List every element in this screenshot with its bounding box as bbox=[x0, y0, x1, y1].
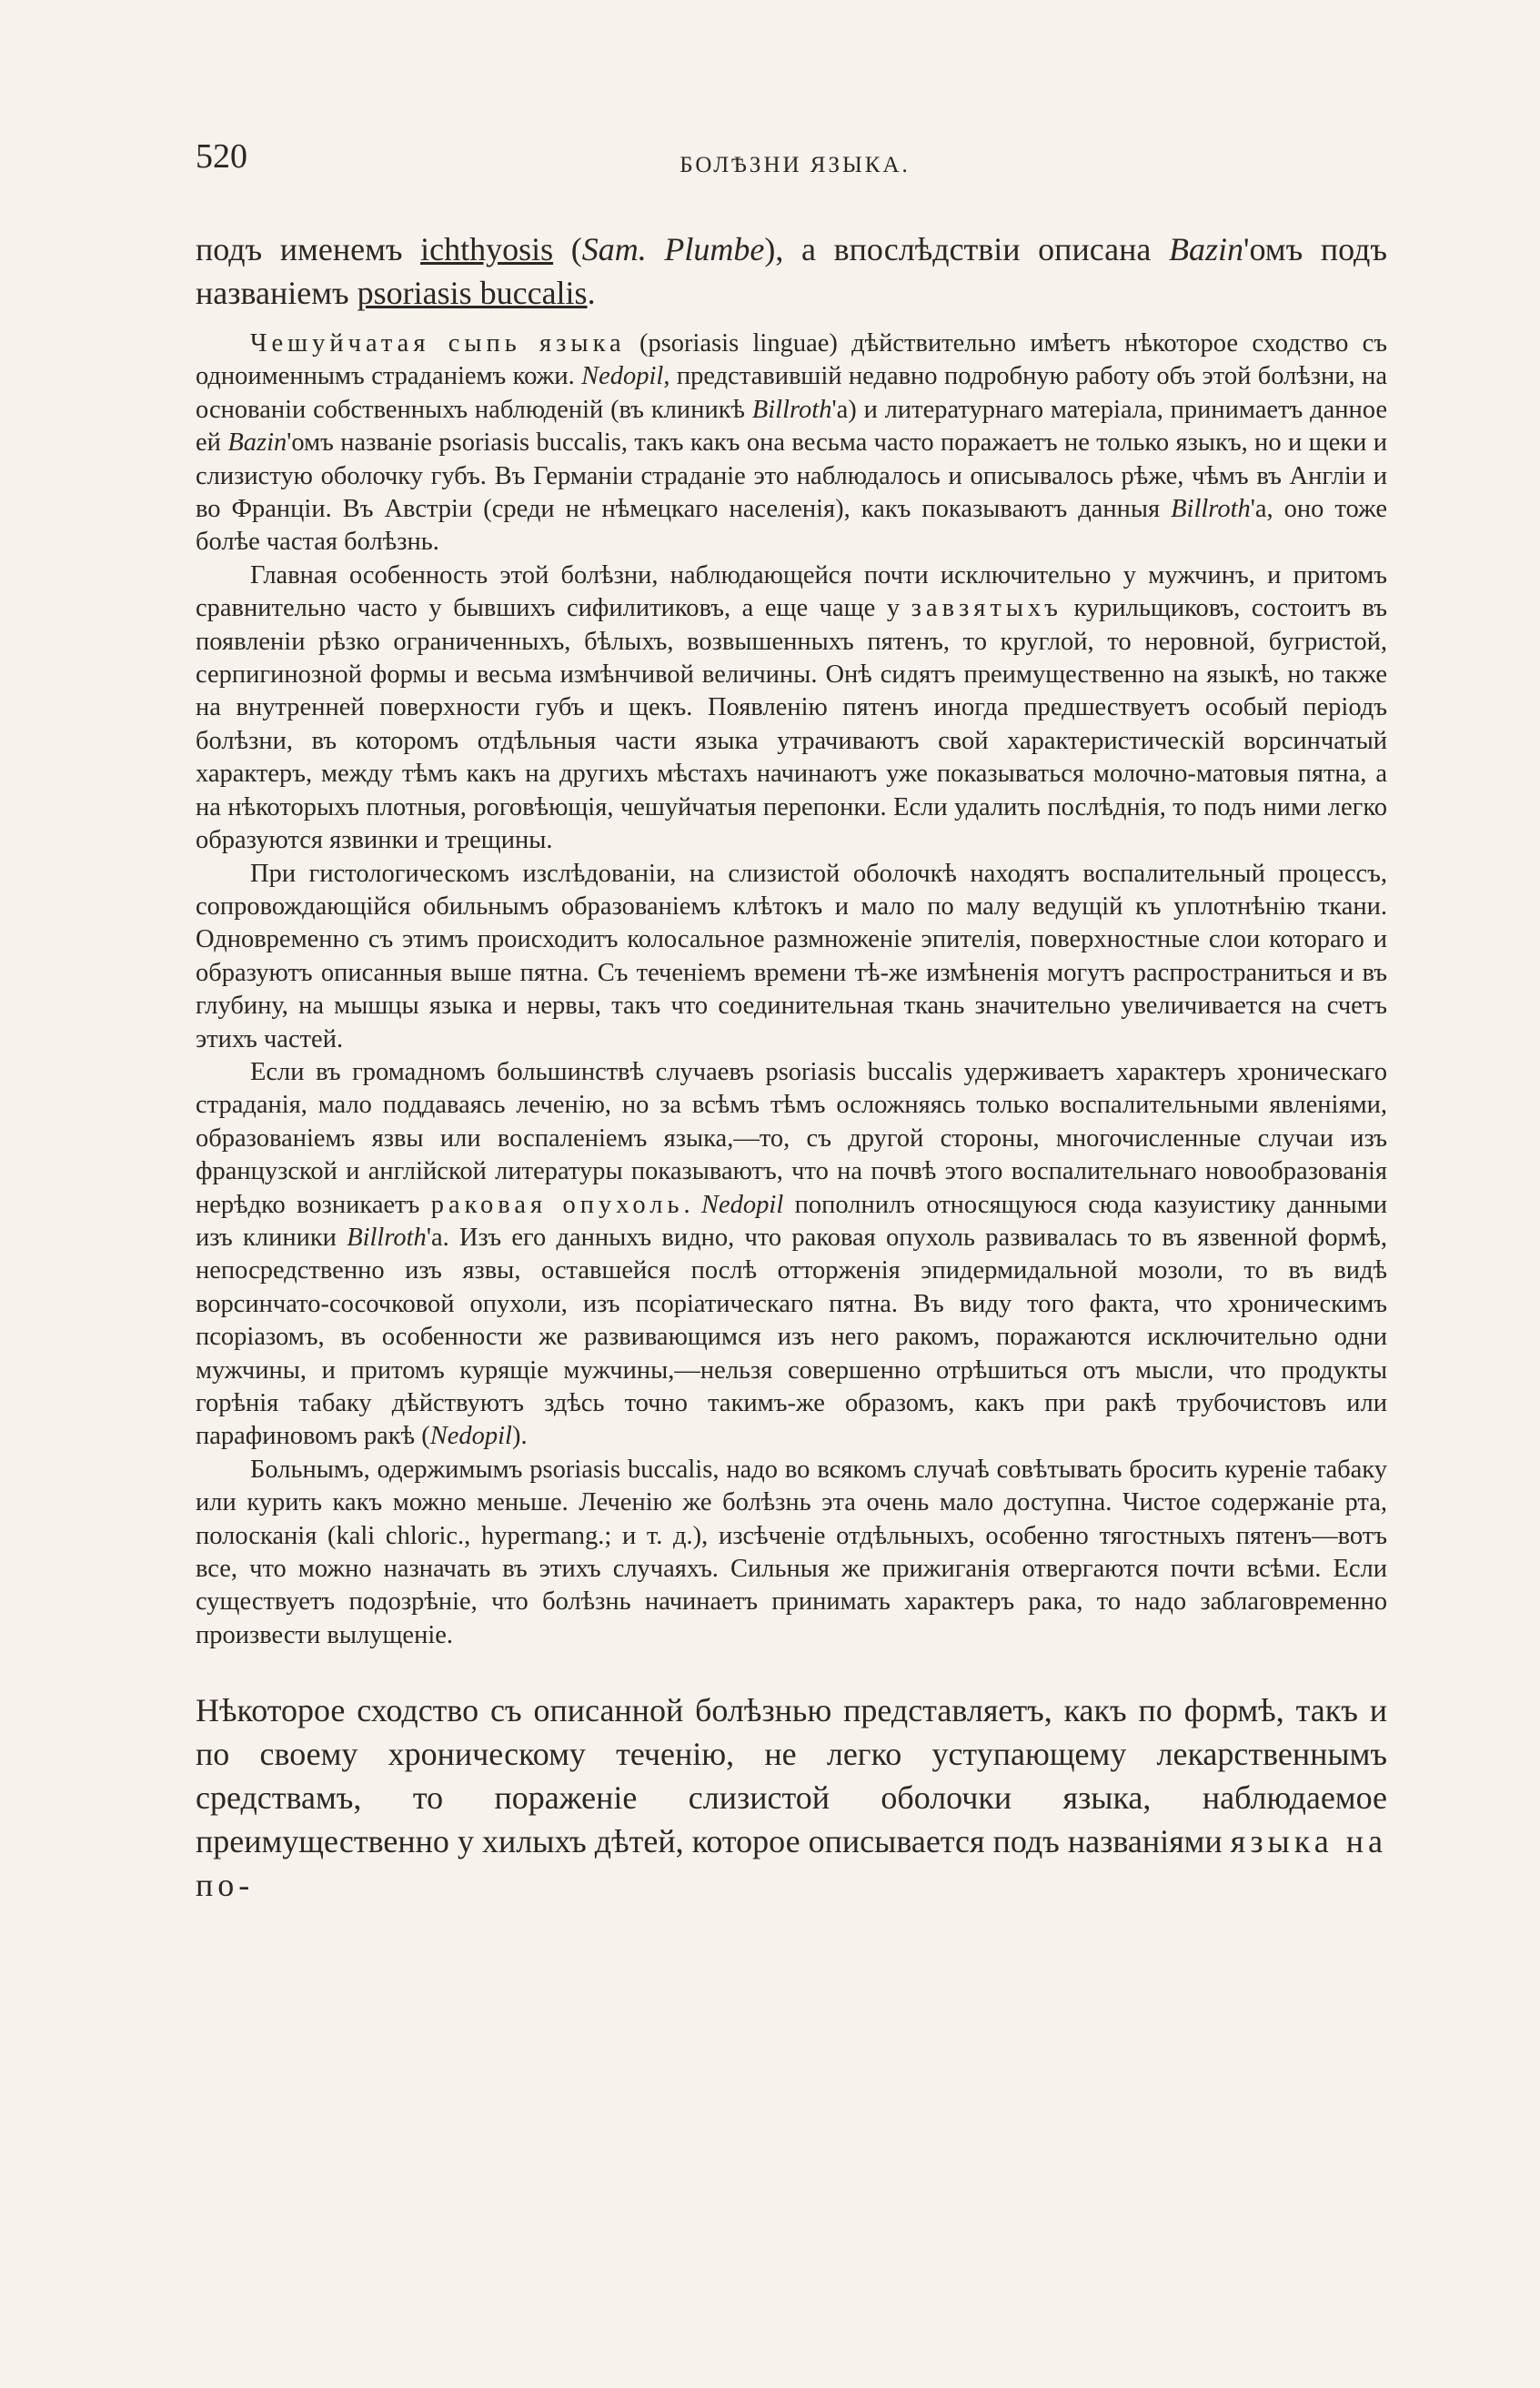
text-run: ). bbox=[511, 1422, 528, 1451]
author-name: Billroth bbox=[347, 1223, 427, 1252]
text-run: , представившій недавно подробную работу объ этой болѣзни, на основаніи собственныхъ наблюденій (въ клиникѣ bbox=[196, 362, 1387, 424]
term-ichthyosis: ichthyosis bbox=[420, 231, 554, 267]
author-name: Billroth bbox=[751, 395, 832, 424]
text-run: пополнилъ относящуюся сюда казуистику данными изъ клиники bbox=[196, 1190, 1387, 1252]
text-run: Если въ громадномъ большинствѣ случаевъ psoriasis buccalis удерживаетъ характеръ хроническаго страданія, мало поддаваясь леченію, но за всѣмъ тѣмъ осложняясь только воспалительными явленіями, образованіемъ язвы или воспаленіемъ языка,—то, съ другой стороны, многочисленные случаи изъ французской и англійской литературы показываютъ, что на почвѣ этого воспалительнаго новообразованія нерѣдко возникаетъ bbox=[196, 1057, 1387, 1219]
term-psoriasis-buccalis: psoriasis buccalis bbox=[357, 275, 588, 311]
author-name: Bazin bbox=[1168, 231, 1243, 267]
author-name: Nedopil bbox=[701, 1190, 784, 1219]
spaced-emphasis: языка на по- bbox=[196, 1823, 1387, 1904]
text-run: 'а. Изъ его данныхъ видно, что раковая опухоль развивалась то въ язвенной формѣ, непосредственно изъ язвы, оставшейся послѣ отторженія эпидермидальной мозоли, то въ видѣ ворсинчато-сосочковой опухоли, изъ псоріатическаго пятна. Въ виду того факта, что хроническимъ псоріазомъ, въ особенности же развивающимся изъ него ракомъ, поражаются исключительно одни мужчины, и притомъ курящіе мужчины,—нельзя совершенно отрѣшиться отъ мысли, что продукты горѣнія табаку дѣйствуютъ здѣсь точно такимъ-же образомъ, какъ при ракѣ трубочистовъ или парафиновомъ ракѣ ( bbox=[196, 1223, 1387, 1451]
text-run: 'а, оно тоже болѣе частая болѣзнь. bbox=[196, 495, 1388, 557]
running-title: БОЛѢЗНИ ЯЗЫКА. bbox=[679, 153, 911, 177]
spaced-emphasis: раковая опухоль bbox=[430, 1190, 684, 1219]
author-name: Nedopil bbox=[429, 1422, 512, 1451]
author-name: Sam. Plumbe bbox=[581, 231, 765, 267]
tail-paragraph bbox=[196, 1688, 1387, 1907]
text-run: 'омъ подъ названіемъ bbox=[196, 231, 1387, 311]
author-name: Billroth bbox=[1171, 495, 1251, 524]
spaced-heading: Чешуйчатая сыпь языка bbox=[250, 329, 626, 358]
text-run: . bbox=[683, 1190, 701, 1219]
paragraph-main-feature bbox=[196, 559, 1387, 858]
paragraph-treatment bbox=[196, 1454, 1387, 1652]
lead-paragraph bbox=[196, 227, 1387, 315]
page-number: 520 bbox=[196, 137, 247, 176]
text-run: Больнымъ, одержимымъ psoriasis buccalis, надо во всякомъ случаѣ совѣтывать бросить куреніе табаку или курить какъ можно меньше. Леченію же болѣзнь эта очень мало доступна. Чистое содержаніе рта, полосканія (kali chloric., hypermang.; и т. д.), изсѣченіе отдѣльныхъ, особенно тягостныхъ пятенъ—вотъ все, что можно назначать въ этихъ случаяхъ. Сильныя же прижиганія отвергаются почти всѣми. Если существуетъ подозрѣніе, что болѣзнь начинаетъ принимать характеръ рака, то надо заблаговременно произвести вылущеніе. bbox=[196, 1455, 1387, 1649]
text-run: курильщиковъ, состоитъ въ появленіи рѣзко ограниченныхъ, бѣлыхъ, возвышенныхъ пятенъ, то круглой, то неровной, бугристой, серпигинозной формы и весьма измѣнчивой величины. Онѣ сидятъ преимущественно на языкѣ, но также на внутренней поверхности губъ и щекъ. Появленію пятенъ иногда предшествуетъ особый періодъ болѣзни, въ которомъ отдѣльныя части языка утрачиваютъ свой характеристическій ворсинчатый характеръ, между тѣмъ какъ на другихъ мѣстахъ начинаютъ уже показываться молочно-матовыя пятна, а на нѣкоторыхъ плотныя, роговѣющія, чешуйчатыя перепонки. Если удалить послѣднія, то подъ ними легко образуются язвинки и трещины. bbox=[196, 594, 1387, 855]
text-run: ), а впослѣдствіи описана bbox=[764, 231, 1169, 267]
paragraph-cancer bbox=[196, 1056, 1387, 1454]
text-run: (psoriasis linguae) дѣйствительно имѣетъ нѣкоторое сходство съ одноименнымъ страданіемъ кожи. bbox=[196, 329, 1387, 391]
text-run: 'а) и литературнаго матеріала, принимаетъ данное ей bbox=[196, 395, 1387, 458]
spacer bbox=[196, 1652, 1387, 1688]
page-header bbox=[196, 136, 1394, 182]
text-run: . bbox=[587, 275, 596, 311]
text-run: При гистологическомъ изслѣдованіи, на слизистой оболочкѣ находятъ воспалительный процессъ, сопровождающійся обильнымъ образованіемъ клѣтокъ и мало по малу ведущій къ уплотнѣнію ткани. Одновременно съ этимъ происходитъ колосальное размноженіе эпителія, поверхностные слои котораго и образуютъ описанныя выше пятна. Съ теченіемъ времени тѣ-же измѣненія могутъ распространиться и въ глубину, на мышцы языка и нервы, такъ что соединительная ткань значительно увеличивается на счетъ этихъ частей. bbox=[196, 859, 1387, 1053]
spaced-emphasis: завзятыхъ bbox=[911, 594, 1062, 623]
paragraph-psoriasis-intro bbox=[196, 327, 1387, 559]
text-run: подъ именемъ bbox=[196, 231, 421, 267]
text-run: Главная особенность этой болѣзни, наблюдающейся почти исключительно у мужчинъ, и притомъ сравнительно часто у бывшихъ сифилитиковъ, а еще чаще у bbox=[196, 560, 1387, 623]
author-name: Bazin bbox=[227, 428, 287, 458]
text-run: 'омъ названіе psoriasis buccalis, такъ какъ она весьма часто поражаетъ не только языкъ, но и щеки и слизистую оболочку губъ. Въ Германіи страданіе это наблюдалось и описывалось рѣже, чѣмъ въ Англіи и во Франціи. Въ Австріи (среди не нѣмецкаго населенія), какъ показываютъ данныя bbox=[196, 428, 1387, 524]
spacer bbox=[196, 315, 1387, 327]
paragraph-histology bbox=[196, 858, 1387, 1056]
text-run: Нѣкоторое сходство съ описанной болѣзнью представляетъ, какъ по формѣ, такъ и по своему хроническому теченію, не легко уступающему лекарственнымъ средствамъ, то пораженіе слизистой оболочки языка, наблюдаемое преимущественно у хилыхъ дѣтей, которое описывается подъ названіями bbox=[196, 1692, 1387, 1860]
text-run: ( bbox=[553, 231, 582, 267]
author-name: Nedopil bbox=[581, 362, 664, 391]
page-body bbox=[196, 227, 1387, 1907]
